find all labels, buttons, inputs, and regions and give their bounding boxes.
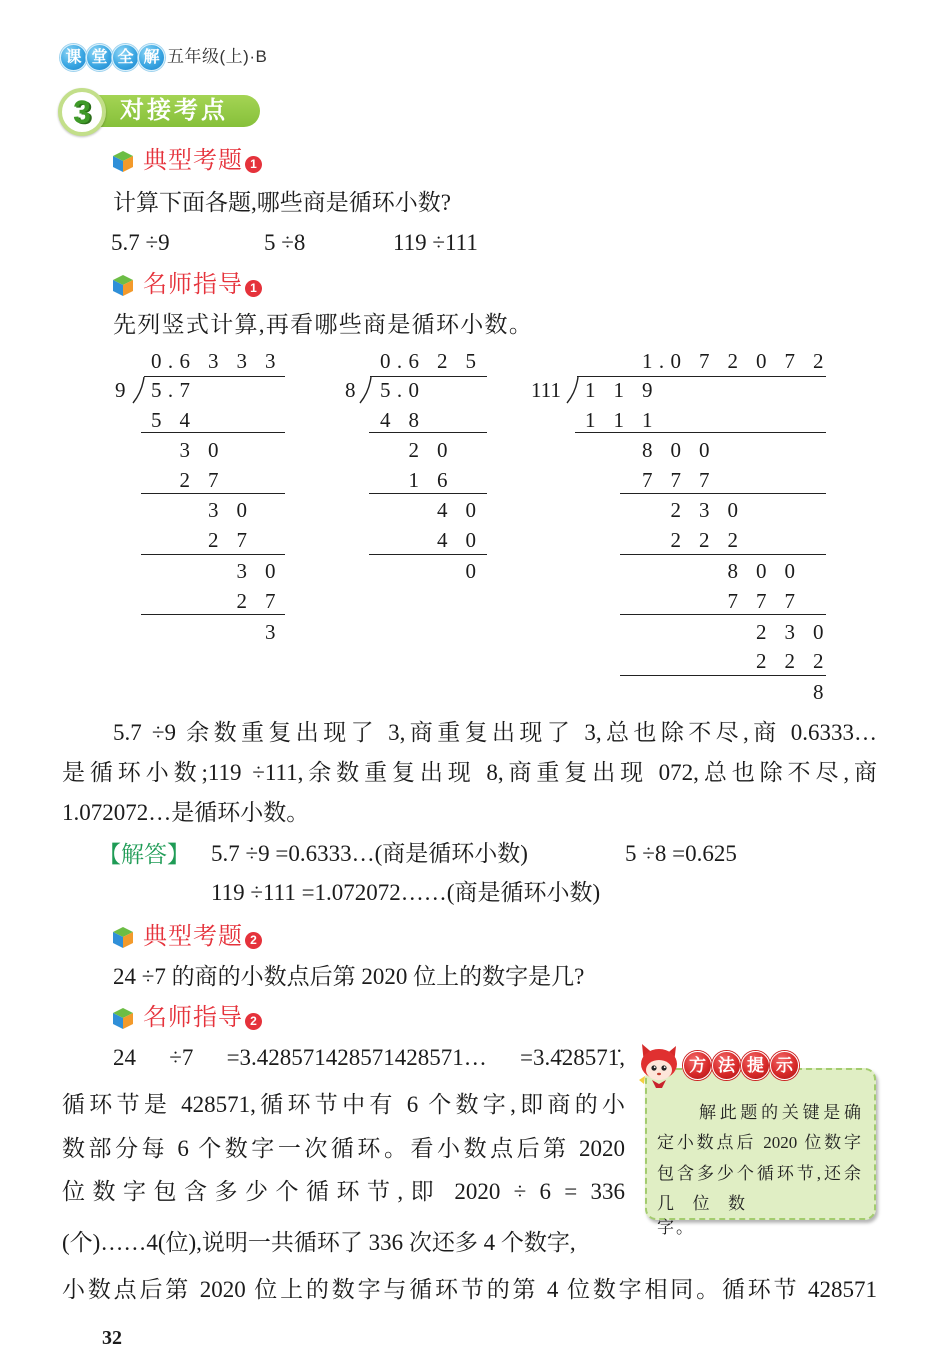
number-badge: 1: [245, 156, 262, 173]
dividend: 5.7: [151, 378, 197, 402]
cube-icon: [111, 925, 135, 949]
divisor: 111: [531, 378, 561, 402]
step: 2 3 0: [670, 498, 745, 522]
guide1-heading: [111, 271, 262, 299]
dividend: 1 1 9: [585, 378, 659, 402]
divisor: 9: [115, 378, 126, 402]
tip-title-char: 提: [741, 1051, 770, 1080]
step: 2 0: [408, 438, 454, 462]
number-badge: 2: [245, 1013, 262, 1030]
expression: 5.7 ÷9: [111, 230, 170, 255]
step: 8 0 0: [642, 438, 716, 462]
remainder: 0: [465, 559, 483, 583]
guide2-line: 24 ÷7 =3.428571428571428571… =3.4̇28571̇,: [113, 1045, 625, 1070]
step: 2 7: [179, 468, 225, 492]
division-bar: [144, 376, 285, 377]
subtraction-line: [369, 432, 487, 433]
step: 3 0: [208, 498, 254, 522]
tip-line: 包含多少个循环节,还余: [657, 1164, 861, 1183]
explanation-line: 1.072072…是循环小数。: [62, 800, 310, 825]
answer-line: 119 ÷111 =1.072072……(商是循环小数): [211, 880, 601, 905]
cube-icon: [111, 149, 135, 173]
subtraction-line: [620, 675, 826, 676]
dividend: 5.0: [380, 378, 426, 402]
example2-question: 24 ÷7 的商的小数点后第 2020 位上的数字是几?: [113, 964, 585, 989]
logo-char: 解: [138, 44, 165, 71]
guide2-heading: [111, 1004, 262, 1032]
subtraction-line: [141, 614, 285, 615]
division-bracket-icon: [131, 376, 145, 404]
heading-label: 名师指导: [143, 1004, 243, 1031]
section-number-badge: 3: [58, 88, 106, 136]
remainder: 3: [265, 620, 282, 644]
series-logo: [60, 44, 164, 71]
step: 3 0: [179, 438, 225, 462]
subtraction-line: [141, 493, 285, 494]
guide2-line: 小数点后第 2020 位上的数字与循环节的第 4 位数字相同。循环节 428571: [62, 1277, 877, 1302]
tip-title-char: 方: [683, 1051, 712, 1080]
expression: 119 ÷111: [393, 230, 478, 255]
number-badge: 1: [245, 280, 262, 297]
step: 4 8: [380, 408, 426, 432]
step: 3 0: [236, 559, 282, 583]
remainder: 8: [813, 680, 830, 704]
answer-line: 5 ÷8 =0.625: [625, 841, 737, 866]
logo-char: 全: [112, 44, 139, 71]
subtraction-line: [369, 554, 487, 555]
subtraction-line: [575, 432, 826, 433]
fox-mascot-icon: [636, 1042, 690, 1090]
tip-title-char: 示: [770, 1051, 799, 1080]
subtraction-line: [141, 554, 285, 555]
step: 1 1 1: [585, 408, 659, 432]
number-badge: 2: [245, 932, 262, 949]
guide2-line: 循环节是 428571,循环节中有 6 个数字,即商的小: [62, 1092, 625, 1117]
quotient: 0.6 3 3 3: [151, 349, 282, 373]
division-bracket-icon: [565, 376, 579, 404]
answer-line: 5.7 ÷9 =0.6333…(商是循环小数): [211, 841, 528, 866]
divisor: 8: [345, 378, 356, 402]
answer-label: 【解答】: [98, 841, 190, 867]
step: 2 7: [236, 589, 282, 613]
guide2-line: (个)……4(位),说明一共循环了 336 次还多 4 个数字,: [62, 1230, 576, 1255]
subtraction-line: [369, 493, 487, 494]
subtraction-line: [620, 614, 826, 615]
logo-char: 堂: [86, 44, 113, 71]
step: 2 2 2: [670, 528, 745, 552]
quotient: 1.0 7 2 0 7 2: [642, 349, 830, 373]
guide2-line: 位数字包含多少个循环节,即 2020 ÷ 6 = 336: [62, 1179, 625, 1204]
example1-heading: [111, 147, 262, 175]
explanation-line: 是循环小数;119 ÷111,余数重复出现 8,商重复出现 072,总也除不尽,商: [62, 760, 877, 785]
expression: 5 ÷8: [264, 230, 306, 255]
division-bar: [577, 376, 826, 377]
step: 7 7 7: [642, 468, 716, 492]
page-number: 32: [102, 1327, 122, 1349]
step: 5 4: [151, 408, 197, 432]
example2-heading: [111, 923, 262, 951]
step: 2 7: [208, 528, 254, 552]
tip-line: 几位数字。: [657, 1194, 747, 1237]
heading-label: 典型考题: [143, 147, 243, 174]
tip-line: 解此题的关键是确: [699, 1103, 861, 1122]
heading-label: 典型考题: [143, 923, 243, 950]
cube-icon: [111, 273, 135, 297]
subtraction-line: [620, 554, 826, 555]
step: 4 0: [437, 528, 483, 552]
explanation-line: 5.7 ÷9 余数重复出现了 3,商重复出现了 3,总也除不尽,商 0.6333…: [113, 720, 877, 745]
logo-char: 课: [60, 44, 87, 71]
division-bar: [370, 376, 487, 377]
division-bracket-icon: [358, 376, 372, 404]
step: 1 6: [408, 468, 454, 492]
subtraction-line: [141, 432, 285, 433]
quotient: 0.6 2 5: [380, 349, 483, 373]
step: 2 3 0: [756, 620, 830, 644]
subtraction-line: [620, 493, 826, 494]
book-subtitle: 五年级(上)·B: [167, 47, 268, 66]
example1-question: 计算下面各题,哪些商是循环小数?: [113, 190, 451, 215]
step: 8 0 0: [727, 559, 802, 583]
tip-line: 定小数点后 2020 位数字: [657, 1133, 861, 1152]
step: 4 0: [437, 498, 483, 522]
cube-icon: [111, 1006, 135, 1030]
guide1-intro: 先列竖式计算,再看哪些商是循环小数。: [113, 312, 534, 337]
guide2-line: 数部分每 6 个数字一次循环。看小数点后第 2020: [62, 1136, 625, 1161]
tip-title-char: 法: [712, 1051, 741, 1080]
heading-label: 名师指导: [143, 271, 243, 298]
step: 7 7 7: [727, 589, 802, 613]
step: 2 2 2: [756, 649, 830, 673]
section-title: 对接考点: [88, 95, 260, 127]
